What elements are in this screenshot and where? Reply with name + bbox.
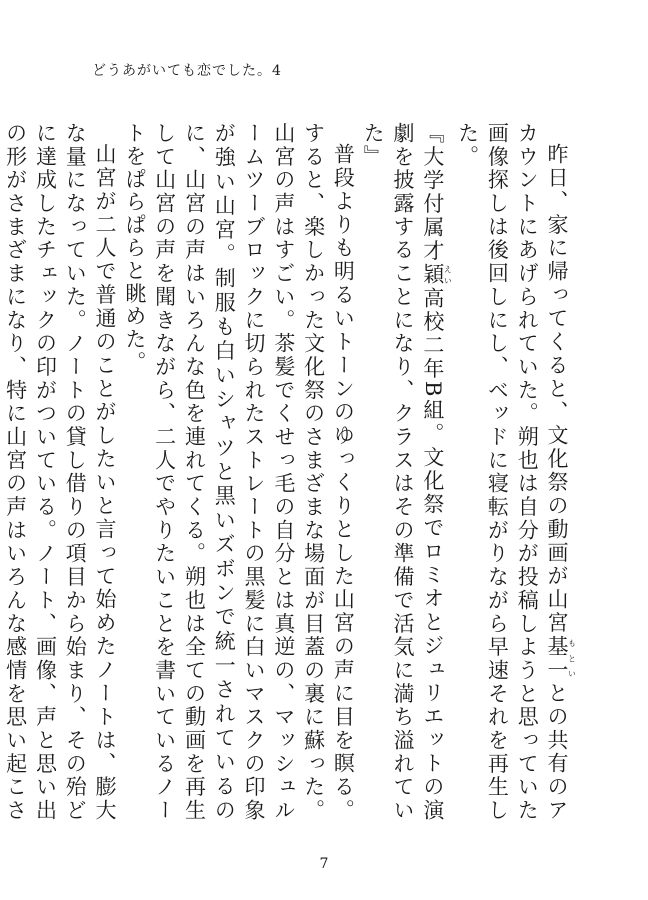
paragraph-1 — [452, 122, 576, 822]
ruby-motoi-reading: もとい — [567, 635, 577, 682]
page-number: 7 — [319, 856, 329, 872]
ruby-ei-base: 穎 — [420, 263, 445, 287]
body-text — [0, 122, 576, 822]
ruby-ei — [420, 263, 453, 287]
paragraph-2-quote — [357, 122, 451, 822]
paragraph-1-text-a: 昨日、家に帰ってくると、文化祭の動画が山宮 — [545, 143, 569, 636]
running-head: どうあがいても恋でした。4 — [92, 63, 282, 79]
paragraph-2-text-b: 高校二年B組。文化祭でロミオとジュリエットの演劇を披露することになり、クラスはその準備で活気に満ち溢れていた』 — [361, 122, 445, 822]
ruby-ei-reading: えい — [443, 263, 453, 287]
ruby-motoi — [545, 635, 577, 682]
paragraph-2-text-a: 『大学付属才 — [420, 122, 445, 264]
paragraph-3: 普段よりも明るいトーンのゆっくりとした山宮の声に目を瞑る。すると、楽しかった文化祭のさまざまな場面が目蓋の裏に蘇った。山宮の声はすごい。茶髪でくせっ毛の自分とは真逆の、マッシュルームツーブロックに切られたストレートの黒髪に白いマスクの印象が強い山宮。制服も白いシャツと黒いズボンで統一されているのに、山宮の声はいろんな色を連れてくる。朔也は全ての動画を再生して山宮の声を聞きながら、二人でやりたいことを書いているノートをぱらぱらと眺めた。 — [122, 122, 356, 822]
paragraph-1-text-b: との共有のアカウントにあげられていた。朔也は自分が投稿しようと思っていた画像探しは後回しにし、ベッドに寝転がりながら早速それを再生した。 — [455, 122, 569, 822]
ruby-motoi-base: 基一 — [545, 635, 569, 682]
paragraph-4: 山宮が二人で普通のことがしたいと言って始めたノートは、膨大な量になっていた。ノートの貸し借りの項目から始まり、その殆どに達成したチェックの印がついている。ノート、画像、声と思い出の形がさまざまになり、特に山宮の声はいろんな感情を思い起こさ — [3, 122, 118, 822]
